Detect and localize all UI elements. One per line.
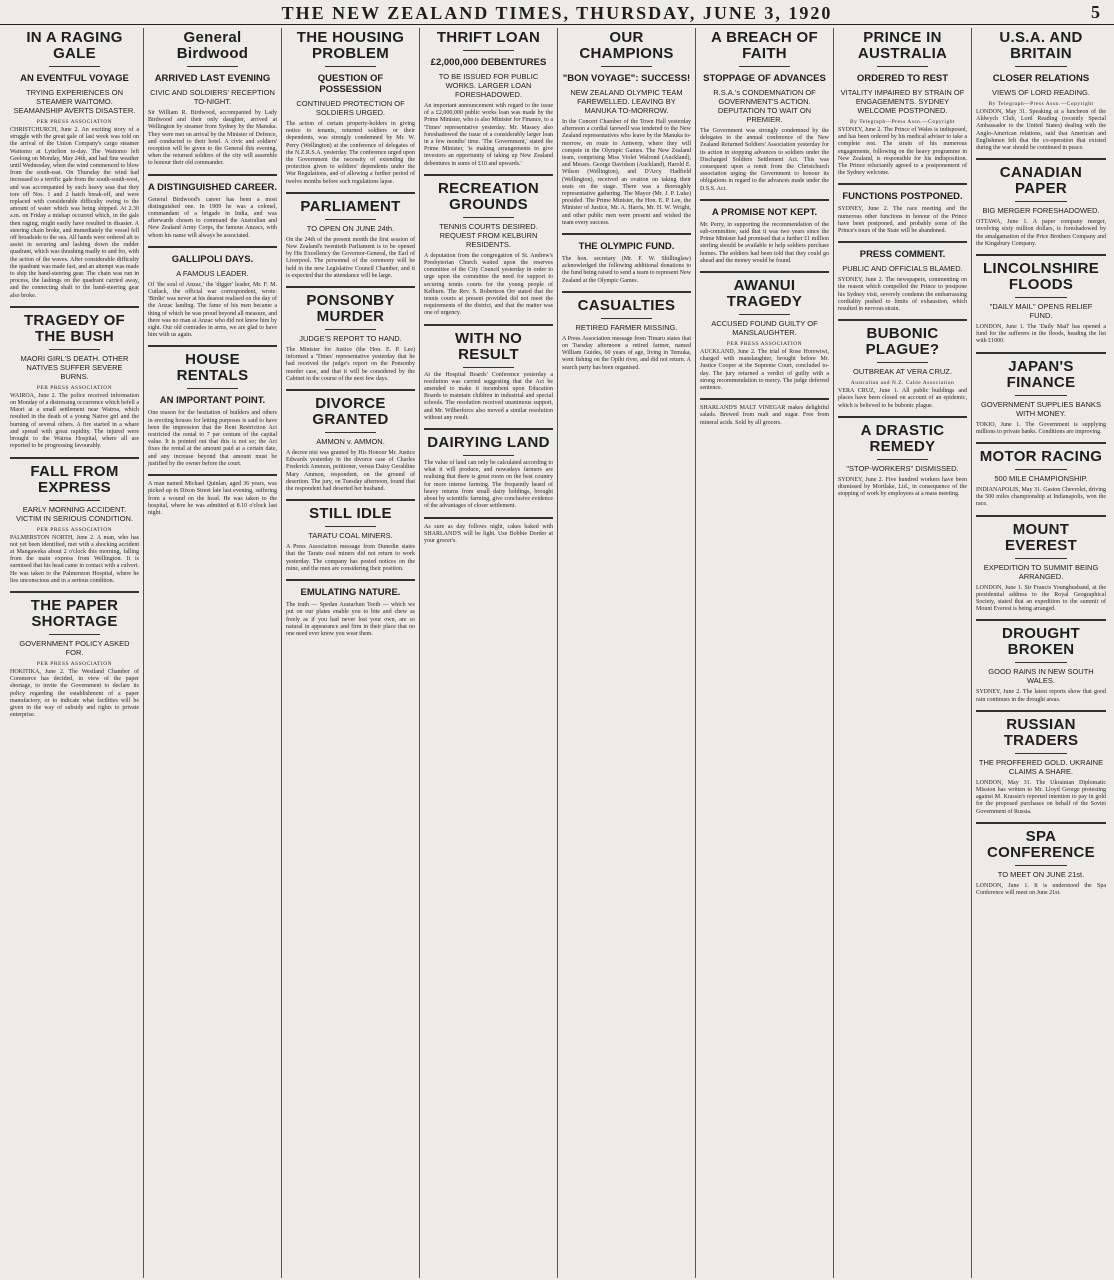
article-body: SYDNEY, June 2. The newspapers, commenting on the reason which compelled the Prince to postpone his Sydney visit, severely condemn the embarrassing cordiality pushed to limits of exhaustion, which resulted in nervous strain. — [838, 277, 967, 313]
column-2 — [144, 28, 282, 1278]
article-deck: TO BE ISSUED FOR PUBLIC WORKS. LARGER LOAN FORESHADOWED. — [438, 72, 539, 99]
headline-rule — [187, 388, 239, 389]
article — [562, 233, 691, 285]
article-subheadline: GALLIPOLI DAYS. — [171, 253, 254, 265]
article-headline: PARLIAMENT — [300, 197, 401, 215]
article — [10, 30, 139, 300]
article-body: Mr. Perry, in supporting the recommendation of the sub-committee, said that it was two years since the Prime Minister had promised that a further £1 million sterling should be available to help soldiers purchase homes. The soldiers had been told that they could go ahead and the money would be found. — [700, 221, 829, 264]
article — [700, 199, 829, 265]
article-byline: PER PRESS ASSOCIATION — [36, 660, 113, 667]
headline-rule — [739, 314, 791, 315]
article-deck: THE PROFFERED GOLD. UKRAINE CLAIMS A SHARE. — [978, 757, 1104, 776]
article — [148, 474, 277, 517]
article-divider — [976, 822, 1106, 824]
article — [976, 515, 1106, 614]
article-divider — [148, 246, 277, 248]
article-divider — [286, 389, 415, 391]
article-headline: THE HOUSING PROBLEM — [296, 29, 405, 62]
article-divider — [976, 352, 1106, 354]
article — [424, 324, 553, 422]
article-headline: DAIRYING LAND — [427, 434, 550, 452]
headline-rule — [1015, 662, 1067, 663]
article-subheadline: EMULATING NATURE. — [300, 587, 401, 599]
headline-rule — [1015, 66, 1067, 67]
headline-rule — [601, 66, 653, 67]
article-deck: CIVIC AND SOLDIERS' RECEPTION TO-NIGHT. — [150, 88, 275, 106]
article — [424, 428, 553, 510]
article-divider — [286, 499, 415, 501]
article-divider — [10, 306, 139, 308]
article — [148, 246, 277, 340]
article-headline: OUR CHAMPIONS — [579, 29, 674, 62]
article-deck: EARLY MORNING ACCIDENT. VICTIM IN SERIOUS CONDITION. — [15, 504, 134, 523]
article-headline: RUSSIAN TRADERS — [1003, 715, 1079, 749]
article-headline: JAPAN'S FINANCE — [1006, 357, 1076, 391]
headline-rule — [1015, 753, 1067, 754]
article-divider — [700, 398, 829, 400]
article-byline: PER PRESS ASSOCIATION — [36, 384, 113, 391]
article-headline: SPA CONFERENCE — [986, 827, 1095, 861]
article-divider — [424, 174, 553, 176]
headline-rule — [463, 455, 515, 456]
article-headline: A DRASTIC REMEDY — [860, 421, 945, 455]
article-body: PALMERSTON NORTH, June 2. A man, who has not yet been identified, met with a shocking accident at Mangaweka about 2 o'clock this morning, falling from the main express from Wellington. It is surmised that his head came in contact with a culvert. He was taken to the Palmerston Hospital, where he lies unconscious and in a serious condition. — [10, 534, 139, 584]
article-divider — [562, 291, 691, 293]
article — [286, 499, 415, 573]
article-body: VERA CRUZ, June 1. All public buildings and places have been closed on account of an epidemic, which is believed to be bubonic plague. — [838, 388, 967, 409]
article-body: HOKITIKA, June 2. The Westland Chamber of Commerce has decided, in view of the paper shortage, to invite the Government to declare its policy regarding the establishment of a paper manufactory, or to indicate what facilities will be given in the way of subsidy and rights to private enterprise. — [10, 668, 139, 719]
article-headline: U.S.A. AND BRITAIN — [999, 29, 1083, 62]
article-divider — [838, 241, 967, 243]
columns-container — [6, 28, 1110, 1278]
masthead — [0, 0, 1114, 25]
article-divider — [148, 474, 277, 476]
article-body: LONDON, May 31. The Ukrainian Diplomatic Mission has written to Mr. Lloyd George protesting against M. Krassin's reported intention to pay in gold for the proposed purchases on behalf of the Soviet Government of Russia. — [976, 779, 1106, 815]
article-headline: RECREATION GROUNDS — [437, 179, 540, 213]
article — [976, 352, 1106, 436]
article-subheadline: ORDERED TO REST — [856, 73, 949, 84]
article-deck: ACCUSED FOUND GUILTY OF MANSLAUGHTER. — [711, 319, 818, 338]
article-headline: STILL IDLE — [309, 505, 392, 523]
article-deck: OUTBREAK AT VERA CRUZ. — [853, 367, 952, 377]
article — [424, 174, 553, 318]
article-deck: GOOD RAINS IN NEW SOUTH WALES. — [988, 667, 1094, 686]
article-subheadline: AN IMPORTANT POINT. — [159, 395, 266, 407]
article-headline: AWANUI TRAGEDY — [726, 277, 803, 311]
article-divider — [424, 324, 553, 326]
article-body: OTTAWA, June 1. A paper company merger, involving sixty million dollars, is foreshadowed by the amalgamation of the Price Brothers Company and the Kingsbury Company. — [976, 219, 1106, 247]
article-deck: PUBLIC AND OFFICIALS BLAMED. — [842, 264, 963, 274]
article-body: The hon. secretary (Mr. F. W. Shillinglaw) acknowledged the following additional donations to the fund being raised to send a team to represent New Zealand at the Olympic Games. — [562, 256, 691, 284]
article-divider — [976, 515, 1106, 517]
article-divider — [700, 199, 829, 201]
article-body: A man named Michael Quinlan, aged 36 years, was picked up in Dixon Street late last evening, suffering from a wound on the head. He was taken to the hospital, where he was admitted at 8.10 o'clock last night. — [148, 481, 277, 516]
article-divider — [148, 174, 277, 176]
article-body: A deputation from the congregation of St. Andrew's Presbyterian Church waited upon the reserves committee of the City Council yesterday in order to urge upon the committee the need for support to securing tennis courts for the young people of Kelburn. The Rev. S. Robertson Orr stated that the tennis courts at present provided did not meet the requirements of the district, and that the matter was one of urgency. — [424, 252, 553, 317]
column-7 — [834, 28, 972, 1278]
article-headline: THRIFT LOAN — [436, 29, 541, 46]
article — [976, 619, 1106, 703]
article-deck: AMMON v. AMMON. — [316, 437, 385, 447]
article-deck: TO MEET ON JUNE 21st. — [997, 869, 1085, 879]
article-headline: General Birdwood — [176, 29, 249, 62]
article-headline: THE PAPER SHORTAGE — [30, 596, 119, 630]
article-subheadline: AN EVENTFUL VOYAGE — [20, 73, 129, 84]
article-deck: TRYING EXPERIENCES ON STEAMER WAITOMO. SEAMANSHIP AVERTS DISASTER. — [13, 88, 136, 115]
article — [838, 241, 967, 313]
article-body: INDIANAPOLIS, May 31. Gaston Chevrolet, driving the 500 miles championship at Indianapolis, won the race. — [976, 487, 1106, 508]
column-5 — [558, 28, 696, 1278]
article — [976, 710, 1106, 816]
article-deck: TENNIS COURTS DESIRED. REQUEST FROM KELBURN RESIDENTS. — [439, 221, 538, 249]
newspaper-title: THE NEW ZEALAND TIMES, THURSDAY, JUNE 3, 1920 — [281, 3, 833, 23]
article-subheadline: "BON VOYAGE": SUCCESS! — [562, 73, 691, 84]
article-divider — [976, 254, 1106, 256]
article — [286, 30, 415, 186]
article-headline: HOUSE RENTALS — [176, 351, 249, 385]
article-deck: RETIRED FARMER MISSING. — [575, 322, 678, 332]
article-body: LONDON, June 1. It is understood the Spa Conference will meet on June 21st. — [976, 882, 1106, 897]
article-body: As sure as day follows night, cakes baked with SHARLAND'S will be light. Use Bobbie Dorder at your grocer's. — [424, 523, 553, 544]
page-number: 5 — [1091, 2, 1100, 22]
article-deck: TARATU COAL MINERS. — [308, 531, 393, 541]
headline-rule — [49, 66, 101, 67]
article-headline: IN A RAGING GALE — [26, 29, 123, 62]
headline-rule — [463, 50, 515, 51]
article-body: LONDON, June 1. Sir Francis Younghusband, at the presidential address to the Royal Geographical Society, stated that an expedition to the summit of Mount Everest is being arranged. — [976, 584, 1106, 613]
article-subheadline: THE OLYMPIC FUND. — [578, 241, 675, 253]
article — [286, 192, 415, 280]
article — [976, 254, 1106, 346]
article-divider — [286, 579, 415, 581]
article-headline: TRAGEDY OF THE BUSH — [23, 311, 126, 345]
article — [10, 457, 139, 585]
article-body: An important announcement with regard to the issue of a £2,000,000 public works loan was made by the Prime Minister, who is also Minister for Finance, to a 'Times' representative yesterday. Mr. Massey also foreshadowed the issue of a considerably larger loan in a few months' time. 'The Government,' stated the Prime Minister, 'is making arrangements to give investors an opportunity of taking up New Zealand debentures in sums of £10 and upwards.' — [424, 103, 553, 167]
article-headline: BUBONIC PLAGUE? — [865, 325, 940, 359]
article — [976, 30, 1106, 152]
article-headline: MOTOR RACING — [979, 448, 1103, 466]
article-headline: WITH NO RESULT — [454, 329, 523, 363]
column-8 — [972, 28, 1110, 1278]
article — [286, 389, 415, 493]
headline-rule — [1015, 201, 1067, 202]
article-deck: 500 MILE CHAMPIONSHIP. — [994, 474, 1088, 484]
article-byline: PER PRESS ASSOCIATION — [36, 119, 113, 125]
article-divider — [286, 286, 415, 288]
article — [286, 286, 415, 383]
headline-rule — [1015, 558, 1067, 559]
headline-rule — [49, 634, 101, 635]
article-subheadline: £2,000,000 DEBENTURES — [430, 57, 547, 68]
article-byline: PER PRESS ASSOCIATION — [726, 341, 803, 348]
article-deck: NEW ZEALAND OLYMPIC TEAM FAREWELLED. LEAVING BY MANUKA TO-MORROW. — [570, 88, 683, 115]
article-deck: VIEWS OF LORD READING. — [992, 88, 1090, 97]
article-body: In the Concert Chamber of the Town Hall yesterday afternoon a cordial farewell was tendered to the New Zealand representatives who leave by the Manuka to-morrow, en route to Antwerp, where they will compete in the Olympic Games. The New Zealand team, comprising Miss Violet Walrond (Auckland), and Messrs. George Davidson (Auckland), Harold E. Wilson (Wellington), and D'Arcy Hadfield (Wellington), received an ovation on taking their seats on the stage. There was a thoroughly representative gathering. The Mayor (Mr. J. P. Luke) presided. The Prime Minister, the Hon. E. P. Lee, the Minister of Justice, Mr. A. Harris, Mr. H. W. Wright, and other public men were present and wished the team every success. — [562, 119, 691, 226]
headline-rule — [325, 432, 377, 433]
article-body: The value of land can only be calculated according to what it will produce, and nowadays farmers are realising that there is great room on the best country for more intense farming. The frequently heard of heavy returns from small dairy holdings, brought about by scientific farming, give conclusive evidence of the advantages of closer settlement. — [424, 460, 553, 510]
article-divider — [424, 517, 553, 519]
article-divider — [10, 591, 139, 593]
article-deck: BIG MERGER FORESHADOWED. — [982, 206, 1100, 216]
article — [700, 398, 829, 427]
article-body: The Minister for Justice (the Hon. E. P. Lee) informed a 'Times' representative yesterday that he had received the judge's report on the Ponsonby murder case, and that it will be considered by the Cabinet in the course of the next few days. — [286, 347, 415, 382]
article — [10, 306, 139, 451]
article-deck: TO OPEN ON JUNE 24th. — [306, 223, 395, 233]
article-body: Of 'the soul of Anzac,' the 'digger' leader, Mr. F. M. Cutlack, the official war correspondent, wrote: 'Birdie' was never at his dearest realised on the day of the Anzac landing. The fame of his men became a thing of which he was proud beyond all measure, and there was no man at Anzac who did not know him by sight. Our old comrades in arms, we are glad to have him with us again. — [148, 281, 277, 339]
headline-rule — [49, 349, 101, 350]
headline-rule — [739, 66, 791, 67]
article-headline: MOUNT EVEREST — [1004, 520, 1078, 554]
article-body: SYDNEY, June 2. The Prince of Wales is indisposed, and has been ordered by his medical adviser to take a complete rest. The strain of his numerous engagements, following on the heavy programme in New Zealand, is responsible for his indisposition. The Prince reluctantly agreed to a postponement of the Sydney welcome. — [838, 127, 967, 177]
headline-rule — [601, 318, 653, 319]
headline-rule — [463, 367, 515, 368]
article — [976, 158, 1106, 248]
article-body: AUCKLAND, June 2. The trial of Rose Horewiwi, charged with manslaughter, brought before Mr. Justice Cooper at the Supreme Court, concluded to-day. The jury returned a verdict of guilty with a strong recommendation to mercy. The judge deferred sentence. — [700, 349, 829, 392]
article-body: CHRISTCHURCH, June 2. An exciting story of a struggle with the great gale of last week was told on the arrival of the Union Company's cargo steamer Waitomo at Lyttelton to-day. The Waitomo left Geelong on Monday, May 24th, and had fine weather until Wednesday, when the wind commenced to blow from the south-east. On Thursday the wind had increased to a terrific gale from the south-south-west, and was accompanied by such heavy seas that they tore off Nos. 1 and 2 hatch break-off, and were replaced with considerable difficulty owing to the amount of water which was being shipped. At 2.30 a.m. on Friday a mishap occurred which, in the gale then raging, might easily have resulted in disaster. A steering chain broke, and immediately the vessel fell off broadside to the sea. All hands were ordered aft to assist in securing and lashing down the rudder quadrant, which was thrashing madly to and fro, with the action of the waves. After considerable difficulty the quadrant was made fast, and an attempt was made to ship the hand-steering gear. The chain was run in process, the lashings on the quadrant carried away, and the connecting shaft to the hand-steering gear also broke. — [10, 127, 139, 299]
article-divider — [562, 233, 691, 235]
article-divider — [838, 183, 967, 185]
article-body: WAIROA, June 2. The police received information on Monday of a distressing occurrence which befell a Maori at a small settlement near Wairoa, which resulted in the death of a young Native girl and the burning of several others. A fire started in a whare and spread with great rapidity. The injured were brought to the Wairoa Hospital, where all are reported to be progressing favourably. — [10, 392, 139, 450]
article — [976, 822, 1106, 897]
article-body: LONDON, May 31. Speaking at a luncheon of the Aldwych Club, Lord Reading (recently Special Ambassador to the United States) dealing with the Anglo-American relations, said that American and Englishmen felt that the co-operation that existed during the war should be continued in peace. — [976, 109, 1106, 152]
headline-rule — [187, 66, 239, 67]
article-body: A decree nisi was granted by His Honour Mr. Justice Edwards yesterday in the divorce case of Charles Frederick Ammon, petitioner, versus Daisy Geraldine Mary Ammon, respondent, on the ground of desertion. The jury, on Tuesday afternoon, found that the respondent had deserted her husband. — [286, 450, 415, 493]
article-body: At the Hospital Boards' Conference yesterday a resolution was carried suggesting that the Act be amended to make it incumbent upon Education Boards to maintain children in industrial and special schools. The resolution received unanimous support, and Mr. Wilberforce also moved a similar resolution without any result. — [424, 371, 553, 421]
article-byline: By Telegraph—Press Assn.—Copyright — [988, 101, 1094, 107]
article-deck: "DAILY MAIL" OPENS RELIEF FUND. — [989, 302, 1093, 321]
column-6 — [696, 28, 834, 1278]
article — [700, 271, 829, 392]
column-3 — [282, 28, 420, 1278]
article-headline: PRINCE IN AUSTRALIA — [857, 29, 948, 62]
article-subheadline: A PROMISE NOT KEPT. — [711, 206, 818, 218]
article-divider — [286, 192, 415, 194]
article-deck: "STOP-WORKERS" DISMISSED. — [846, 463, 959, 473]
article-deck: GOVERNMENT SUPPLIES BANKS WITH MONEY. — [981, 399, 1101, 418]
article-body: On the 24th of the present month the first session of New Zealand's twentieth Parliament is to be opened by His Excellency the Governor-General, the Earl of Liverpool. The personnel of the ceremony will be held in the new Legislative Council Chamber, and it is expected that the attendance will be large. — [286, 236, 415, 279]
article-body: SYDNEY, June 2. The race meeting and the numerous other functions in honour of the Prince have been postponed, and probably some of the Prince's tours of the State will be abandoned. — [838, 206, 967, 235]
article-subheadline: PRESS COMMENT. — [859, 249, 946, 261]
article-body: TOKIO, June 1. The Government is supplying millions to private banks. Conditions are improving. — [976, 421, 1106, 435]
article-subheadline: ARRIVED LAST EVENING — [154, 73, 271, 84]
article-deck: A FAMOUS LEADER. — [176, 268, 249, 278]
headline-rule — [877, 362, 929, 363]
article — [148, 30, 277, 168]
headline-rule — [877, 459, 929, 460]
article-body: The truth — Spedan Austarlum Teeth — which we put on our plates enable you to bite and chew as freely as if you had never lost your own, are so natural in appearance and firm in their place that no one need ever know you wear them. — [286, 602, 415, 637]
article-body: One reason for the hesitation of builders and others in erecting houses for letting purposes is said to have been the impression that the Rent Restriction Act restricted the rental to 7 per centum of the capital value. It is pointed out that this is not so; the Act fixes the rental at the amount paid at a certain date, and any increase beyond that amount must be justified by the owner before the court. — [148, 410, 277, 467]
article — [838, 416, 967, 499]
article — [838, 319, 967, 410]
article-divider — [976, 442, 1106, 444]
article — [700, 30, 829, 193]
article-divider — [976, 619, 1106, 621]
article-body: SHARLAND'S MALT VINEGAR makes delightful salads. Brewed from malt and sugar. Free from mineral acids. Sold by all grocers. — [700, 405, 829, 426]
headline-rule — [325, 219, 377, 220]
article-body: The Government was strongly condemned by the delegates to the annual conference of the New Zealand Returned Soldiers' Association yesterday for its action in stopping advances to soldiers under the Discharged Soldiers Settlement Act. This was consequent upon a remit from the Christchurch association urging the Government to honour its obligations in regard to the advances made under the D.S.S. Act. — [700, 128, 829, 192]
article — [976, 442, 1106, 509]
article-body: The action of certain property-holders in giving notice to tenants, returned soldiers or their dependents, was strongly condemned by Mr. W. Perry (Wellington) at the conference of delegates of the N.Z.R.S.A. yesterday. The conference urged upon the Government the necessity of extending the protection given to soldiers' dependents under the War Regulations, and of allowing a further period of twelve months before such regulations lapse. — [286, 121, 415, 185]
article-headline: DROUGHT BROKEN — [1002, 625, 1080, 659]
headline-rule — [49, 500, 101, 501]
article-deck: JUDGE'S REPORT TO HAND. — [299, 334, 402, 344]
article-deck: CONTINUED PROTECTION OF SOLDIERS URGED. — [296, 99, 405, 117]
article-deck: R.S.A.'s CONDEMNATION OF GOVERNMENT'S ACTION. DEPUTATION TO WAIT ON PREMIER. — [713, 88, 816, 124]
article-divider — [838, 416, 967, 418]
article-byline: By Telegraph—Press Assn.—Copyright — [850, 119, 955, 125]
article-body: LONDON, June 1. The 'Daily Mail' has opened a fund for the sufferers in the floods, heading the list with £1000. — [976, 324, 1106, 345]
article-body: Sir William R. Birdwood, accompanied by Lady Birdwood and their only daughter, arrived at Wellington by steamer from Sydney by the Manuka. They were met on arrival by the Minister of Defence, and conducted to their hotel. A civic and soldiers' reception will be given to the General this evening, when the returned soldiers of the city will assemble to honour their old commander. — [148, 110, 277, 167]
column-4 — [420, 28, 558, 1278]
article-divider — [976, 158, 1106, 160]
article-headline: CASUALTIES — [577, 296, 676, 314]
article-subheadline: FUNCTIONS POSTPONED. — [842, 191, 963, 203]
article-body: General Birdwood's career has been a most distinguished one. In 1909 he was a colonel, commandant of a brigade in India, and was afterwards chosen to command the Australian and New Zealand Army Corps, the famous Anzacs, with whom his name will always be associated. — [148, 196, 277, 239]
article — [148, 345, 277, 468]
article-deck: GOVERNMENT POLICY ASKED FOR. — [19, 638, 130, 657]
article-headline: A BREACH OF FAITH — [711, 29, 818, 62]
article-subheadline: QUESTION OF POSSESSION — [317, 73, 384, 95]
article-subheadline: A DISTINGUISHED CAREER. — [148, 181, 277, 193]
headline-rule — [325, 66, 377, 67]
headline-rule — [325, 329, 377, 330]
article — [424, 30, 553, 168]
article — [562, 30, 691, 227]
article-divider — [424, 428, 553, 430]
article — [562, 291, 691, 372]
article — [10, 591, 139, 719]
article — [424, 517, 553, 546]
article-headline: FALL FROM EXPRESS — [30, 462, 119, 496]
article-body: SYDNEY, June 2. The latest reports show that good rain continues in the drought areas. — [976, 689, 1106, 703]
article-divider — [838, 319, 967, 321]
article-headline: DIVORCE GRANTED — [312, 395, 389, 429]
article — [838, 183, 967, 235]
headline-rule — [1015, 469, 1067, 470]
article-divider — [148, 345, 277, 347]
article-byline: PER PRESS ASSOCIATION — [36, 526, 113, 533]
article-deck: MAORI GIRL'S DEATH. OTHER NATIVES SUFFER SEVERE BURNS. — [20, 353, 129, 381]
headline-rule — [1015, 865, 1067, 866]
headline-rule — [877, 66, 929, 67]
article — [838, 30, 967, 177]
article-divider — [10, 457, 139, 459]
article-deck: VITALITY IMPAIRED BY STRAIN OF ENGAGEMENTS. SYDNEY WELCOME POSTPONED. — [840, 88, 965, 115]
column-1 — [6, 28, 144, 1278]
article-divider — [976, 710, 1106, 712]
article-subheadline: CLOSER RELATIONS — [992, 73, 1090, 84]
article-byline: Australian and N.Z. Cable Association — [850, 380, 955, 387]
headline-rule — [325, 526, 377, 527]
article-headline: PONSONBY MURDER — [306, 292, 395, 326]
article-body: A Press Association message from Dunedin states that the Taratu coal miners did not return to work yesterday. The company has posted notices on the mine, and the men are considering their position. — [286, 544, 415, 572]
article-subheadline: STOPPAGE OF ADVANCES — [703, 73, 826, 84]
article-headline: LINCOLNSHIRE FLOODS — [982, 260, 1100, 294]
headline-rule — [1015, 395, 1067, 396]
article-deck: EXPEDITION TO SUMMIT BEING ARRANGED. — [983, 562, 1099, 581]
headline-rule — [463, 217, 515, 218]
article-body: A Press Association message from Timaru states that on Tuesday afternoon a retired farmer, named William Guides, 60 years of age, living in Temuka, went fishing on the Opihi river, and did not return. A search party has been organised. — [562, 335, 691, 371]
headline-rule — [1015, 297, 1067, 298]
article-body: SYDNEY, June 2. Five hundred workers have been dismissed by Mortlake, Ltd., in consequence of the stopping of work by employees at a mass meeting. — [838, 476, 967, 498]
article — [148, 174, 277, 240]
article-divider — [700, 271, 829, 273]
article-headline: CANADIAN PAPER — [999, 164, 1083, 198]
article — [286, 579, 415, 638]
